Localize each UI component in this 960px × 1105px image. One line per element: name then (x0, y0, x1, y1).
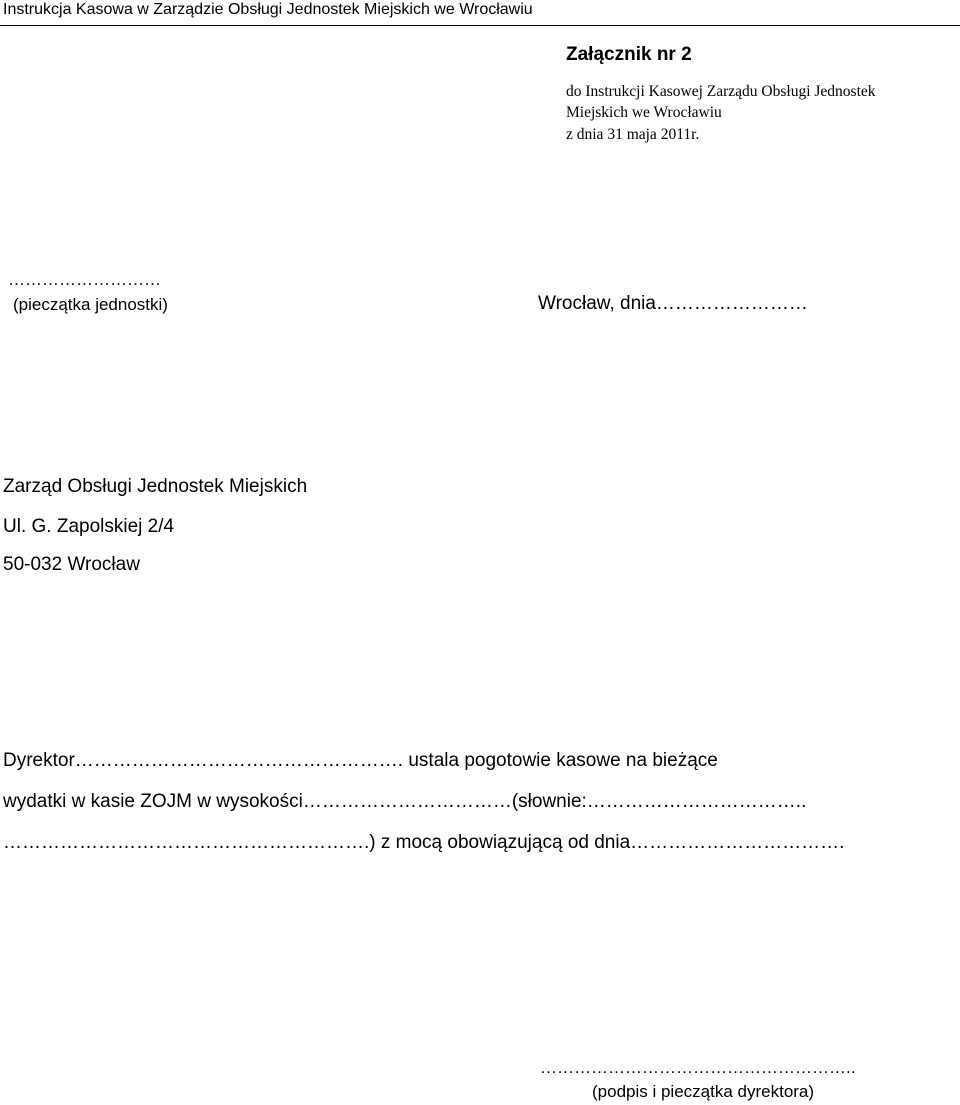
recipient-name: Zarząd Obsługi Jednostek Miejskich (3, 476, 308, 497)
signature-label: (podpis i pieczątka dyrektora) (592, 1082, 815, 1101)
annex-reference-date: z dnia 31 maja 2011r. (566, 126, 700, 143)
place-and-date-field: Wrocław, dnia…………………… (538, 293, 808, 314)
decision-text-line-1: Dyrektor……………………………………………. ustala pogotowie kasowe na bieżące (3, 750, 718, 771)
decision-text-line-3: ………………………………………………….) z mocą obowiązującą od dnia……………………………. (3, 832, 845, 853)
running-header-title: Instrukcja Kasowa w Zarządzie Obsługi Jednostek Miejskich we Wrocławiu (3, 1, 533, 18)
annex-reference-line-2: Miejskich we Wrocławiu (566, 104, 722, 121)
recipient-city: 50-032 Wrocław (3, 554, 140, 575)
recipient-street: Ul. G. Zapolskiej 2/4 (3, 516, 175, 537)
signature-placeholder-dots: ……………………………………………….. (540, 1058, 856, 1077)
header-divider (0, 25, 960, 26)
annex-title: Załącznik nr 2 (566, 44, 692, 65)
stamp-placeholder-dots: ……………………… (8, 270, 161, 289)
annex-reference-line-1: do Instrukcji Kasowej Zarządu Obsługi Jednostek (566, 83, 876, 100)
decision-text-line-2: wydatki w kasie ZOJM w wysokości……………………………(słownie:…………………………….. (3, 791, 807, 812)
stamp-label: (pieczątka jednostki) (13, 295, 168, 314)
